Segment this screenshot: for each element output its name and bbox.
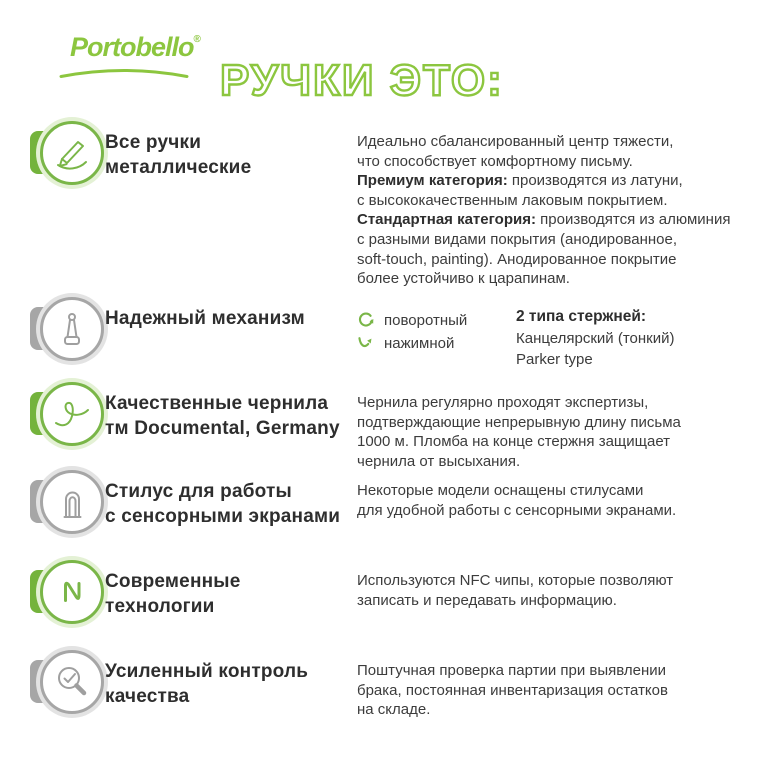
page-title: РУЧКИ ЭТО: — [220, 56, 504, 106]
icon-circle — [40, 560, 104, 624]
pen-tip-icon — [52, 309, 92, 349]
feature-description: Чернила регулярно проходят экспертизы, подтверждающие непрерывную длину письма 1000 м. Пломба на конце стержня защищает чернила от высыхания. — [357, 394, 681, 470]
feature-row-metal — [0, 116, 768, 288]
mechanism-item-push — [357, 332, 467, 355]
logo-swoosh — [58, 66, 190, 84]
feature-heading: Качественные чернила тм Documental, Germany — [105, 393, 340, 439]
brand-logo-text: Portobello — [70, 32, 194, 62]
refill-types — [516, 306, 674, 371]
feature-heading: Стилус для работы с сенсорными экранами — [105, 481, 341, 527]
registered-mark: ® — [193, 34, 201, 45]
push-arrow-icon — [357, 335, 374, 352]
mechanism-item-rotary — [357, 309, 467, 332]
icon-circle — [40, 650, 104, 714]
icon-circle — [40, 470, 104, 534]
refill-type-item: Канцелярский (тонкий) — [516, 329, 675, 347]
ink-swirl-icon — [52, 394, 92, 434]
refill-types-title: 2 типа стержней: — [516, 308, 647, 325]
feature-description: Поштучная проверка партии при выявлении брака, постоянная инвентаризация остатков на складе. — [357, 662, 668, 719]
icon-circle — [40, 382, 104, 446]
mechanism-label: нажимной — [384, 335, 455, 352]
brand-logo — [70, 32, 201, 63]
feature-description: Используются NFC чипы, которые позволяют записать и передавать информацию. — [357, 572, 674, 609]
icon-circle — [40, 121, 104, 185]
feature-description: Идеально сбалансированный центр тяжести, что способствует комфортному письму. Премиум категория: производятся из латуни, с высококачественным лаковым покрытием. Стандартная категория: производятся из алюминия с разными видами покрытия (анодированное, soft-touch, painting). Анодированное покрытие более устойчиво к царапинам. — [357, 133, 731, 288]
refill-type-item: Parker type — [516, 351, 593, 368]
mechanism-label: поворотный — [384, 312, 468, 329]
feature-row-quality — [0, 645, 768, 765]
magnifier-check-icon — [52, 662, 92, 702]
feature-description: Некоторые модели оснащены стилусами для удобной работы с сенсорными экранами. — [357, 482, 677, 519]
rotate-arrow-icon — [357, 312, 374, 329]
nfc-icon — [52, 572, 92, 612]
feature-heading: Все ручки металлические — [105, 132, 252, 178]
feature-heading: Надежный механизм — [105, 308, 305, 329]
feature-heading: Современные технологии — [105, 571, 241, 617]
mechanism-list — [357, 309, 467, 355]
icon-circle — [40, 297, 104, 361]
hand-writing-pen-icon — [52, 133, 92, 173]
feature-heading: Усиленный контроль качества — [105, 661, 309, 707]
stylus-icon — [52, 482, 92, 522]
